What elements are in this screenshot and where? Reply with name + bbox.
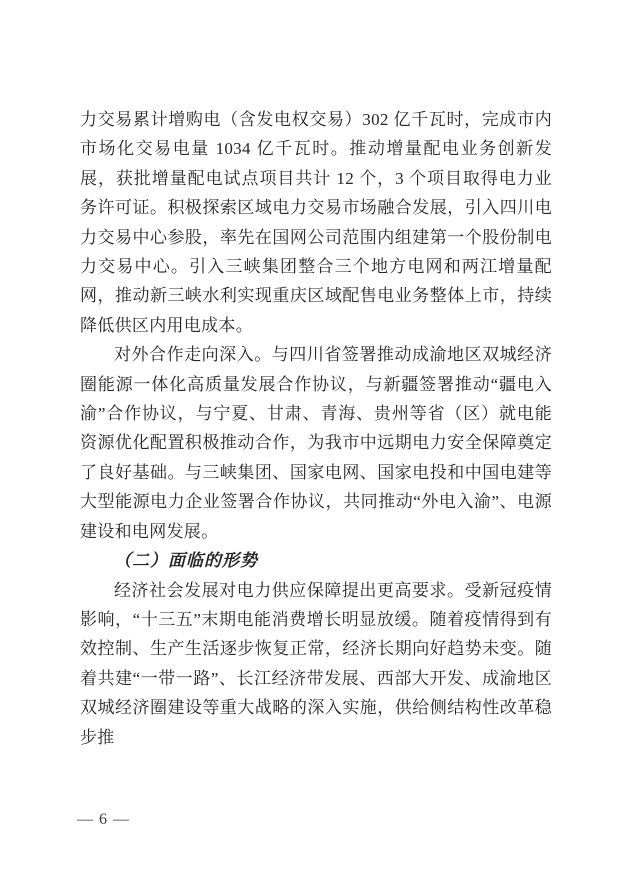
page-number: — 6 — (77, 811, 130, 828)
section-heading-situation: （二）面临的形势 (114, 551, 258, 571)
paragraph-economic-situation: 经济社会发展对电力供应保障提出更高要求。受新冠疫情影响，“十三五”末期电能消费增长明显放缓。随着疫情得到有效控制、生产生活逐步恢复正常，经济长期向好趋势未变。随着共建“一带一路”、长江经济带发展、西部大开发、成渝地区双城经济圈建设等重大战略的深入实施，供给侧结构性改革稳步推 (80, 580, 552, 747)
document-text-block (80, 105, 552, 752)
paragraph-power-trading-continuation: 力交易累计增购电（含发电权交易）302 亿千瓦时，完成市内市场化交易电量 1034 亿千瓦时。推动增量配电业务创新发展，获批增量配电试点项目共计 12 个，3 个项目取得电力业务许可证。积极探索区域电力交易市场融合发展，引入四川电力交易中心参股，率先在国网公司范围内组建第一个股份制电力交易中心。引入三峡集团整合三个地方电网和两江增量配网，推动新三峡水利实现重庆区域配售电业务整体上市，持续降低供区内用电成本。 (80, 110, 552, 335)
paragraph-external-cooperation: 对外合作走向深入。与四川省签署推动成渝地区双城经济圈能源一体化高质量发展合作协议，与新疆签署推动“疆电入渝”合作协议，与宁夏、甘肃、青海、贵州等省（区）就电能资源优化配置积极推动合作，为我市中远期电力安全保障奠定了良好基础。与三峡集团、国家电网、国家电投和中国电建等大型能源电力企业签署合作协议，共同推动“外电入渝”、电源建设和电网发展。 (80, 345, 552, 541)
